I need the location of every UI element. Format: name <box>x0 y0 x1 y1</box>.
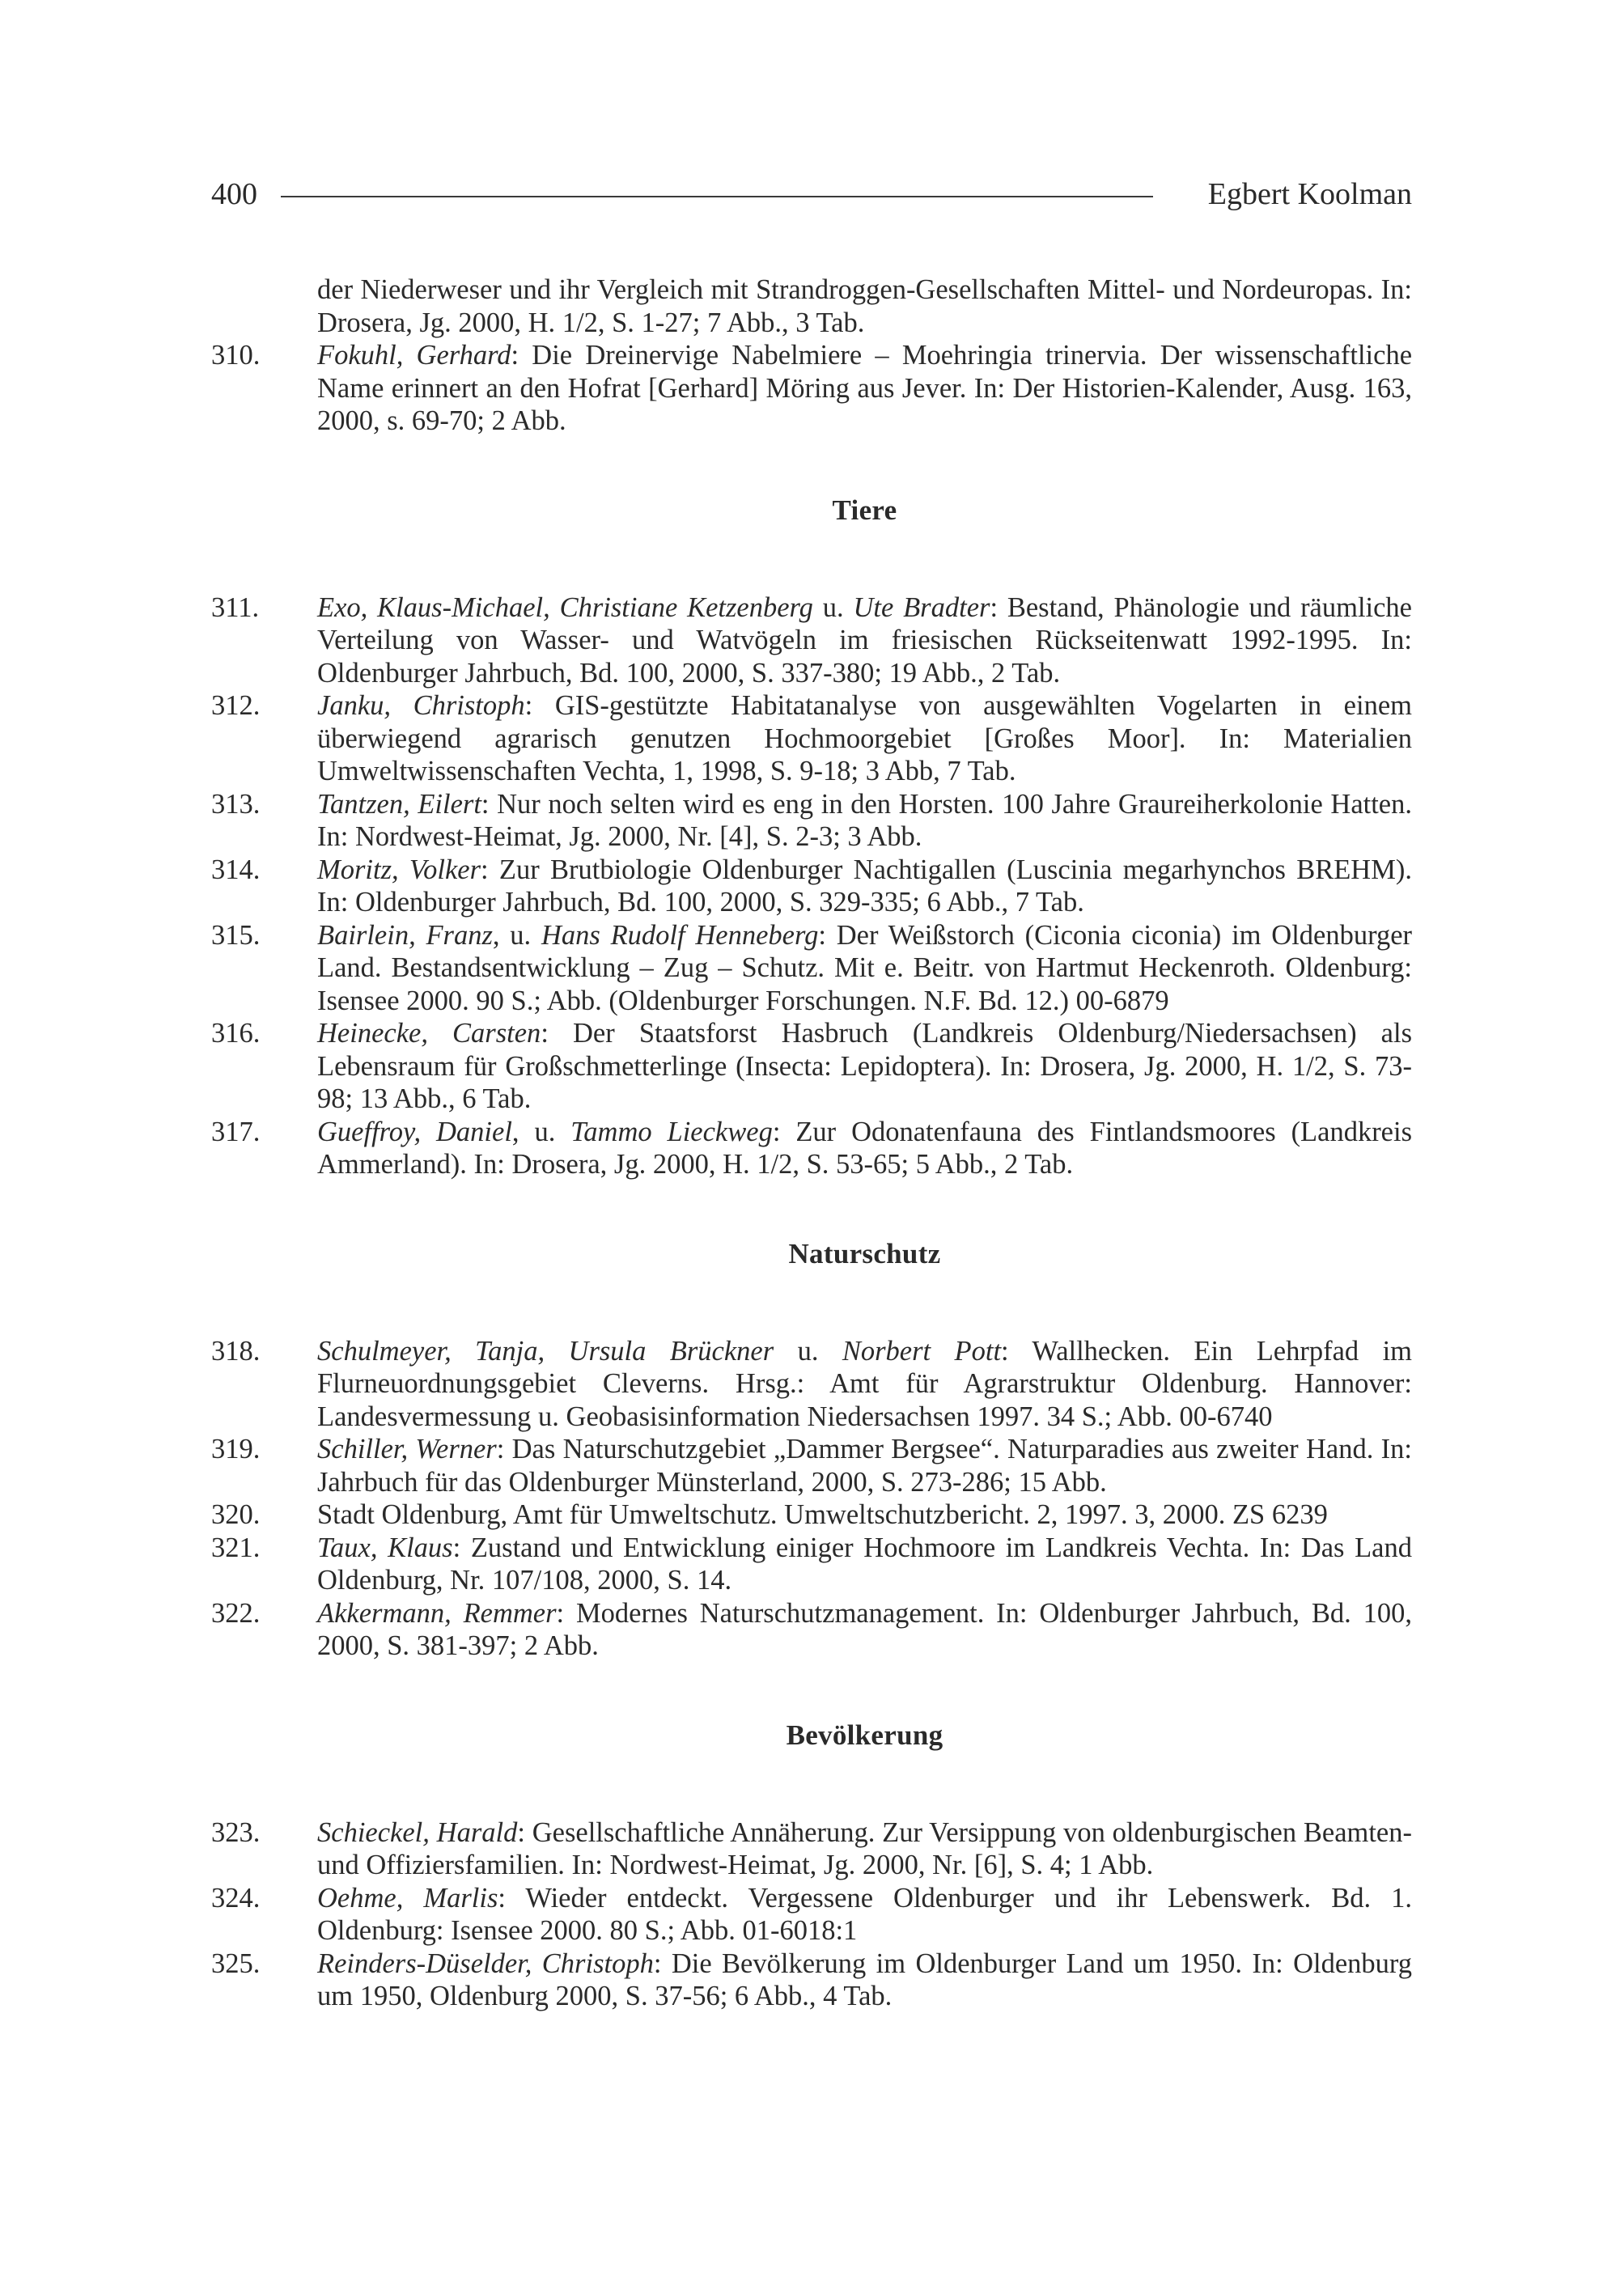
entry-321 <box>211 1532 1412 1597</box>
entry-text: : Die Dreinervige Nabelmiere – Moehringia trinervia. Der wissenschaftliche Name erinnert an den Hofrat [Gerhard] Möring aus Jever. In: Der Historien-Kalender, Ausg. 163, 2000, s. 69-70; 2 Abb. <box>317 340 1413 436</box>
entry-text: : Zustand und Entwicklung einiger Hochmoore im Landkreis Vechta. In: Das Land Oldenburg, Nr. 107/108, 2000, S. 14. <box>317 1532 1412 1596</box>
entry-coauthor: Hans Rudolf Henneberg <box>541 919 819 951</box>
entry-author: Oehme, Marlis <box>317 1882 498 1914</box>
entry-315 <box>211 919 1412 1018</box>
entry-324 <box>211 1882 1412 1948</box>
entry-author: Janku, Christoph <box>317 690 525 721</box>
entry-connector: u. <box>812 591 854 623</box>
entry-number: 324. <box>211 1882 261 1914</box>
entry-number: 321. <box>211 1532 261 1563</box>
entry-320 <box>211 1498 1412 1532</box>
entry-author: Moritz, Volker <box>317 854 481 885</box>
entry-coauthor: Norbert Pott <box>842 1335 1002 1367</box>
entry-author: Taux, Klaus <box>317 1532 453 1563</box>
entry-continuation <box>211 273 1412 339</box>
entry-author: Fokuhl, Gerhard <box>317 340 511 371</box>
section-heading-bevoelkerung: Bevölkerung <box>786 1719 943 1751</box>
entry-text: : Der Weißstorch (Ciconia ciconia) im Oldenburger Land. Bestandsentwicklung – Zug – Schutz. Mit e. Beitr. von Hartmut Heckenroth. Oldenburg: Isensee 2000. 90 S.; Abb. (Oldenburger Forschungen. N.F. Bd. 12.) 00-6879 <box>317 919 1413 1016</box>
entry-text: : Gesellschaftliche Annäherung. Zur Versippung von oldenburgischen Beamten- und Offiziersfamilien. In: Nordwest-Heimat, Jg. 2000, Nr. [6], S. 4; 1 Abb. <box>317 1816 1412 1880</box>
page-number: 400 <box>211 177 257 211</box>
bibliography-body <box>211 273 1412 2013</box>
entry-connector: , u. <box>492 919 541 951</box>
entry-text: : Modernes Naturschutzmanagement. In: Oldenburger Jahrbuch, Bd. 100, 2000, S. 381-397; 2 Abb. <box>317 1597 1412 1661</box>
entry-text: : Wallhecken. Ein Lehrpfad im Flurneuordnungsgebiet Cleverns. Hrsg.: Amt für Agrarstruktur Oldenburg. Hannover: Landesvermessung u. Geobasisinformation Niedersachsen 1997. 34 S.; Abb. 00-6740 <box>317 1335 1412 1432</box>
entry-text: : Nur noch selten wird es eng in den Horsten. 100 Jahre Graureiherkolonie Hatten. In: Nordwest-Heimat, Jg. 2000, Nr. [4], S. 2-3; 3 Abb. <box>317 788 1412 852</box>
entry-311 <box>211 591 1412 690</box>
entry-310 <box>211 339 1412 438</box>
entry-number: 323. <box>211 1816 261 1848</box>
entry-number: 311. <box>211 591 260 623</box>
entry-325 <box>211 1948 1412 2013</box>
entry-number: 315. <box>211 919 261 951</box>
entry-author: Akkermann, Remmer <box>317 1597 557 1629</box>
entry-text: : Wieder entdeckt. Vergessene Oldenburger und ihr Lebenswerk. Bd. 1. Oldenburg: Isensee 2000. 80 S.; Abb. 01-6018:1 <box>317 1882 1413 1946</box>
entry-connector: u. <box>774 1335 842 1367</box>
entry-text: : Zur Brutbiologie Oldenburger Nachtigallen (Luscinia megarhynchos BREHM). In: Oldenburger Jahrbuch, Bd. 100, 2000, S. 329-335; 6 Abb., 7 Tab. <box>317 854 1412 918</box>
entry-text: : Das Naturschutzgebiet „Dammer Bergsee“. Naturparadies aus zweiter Hand. In: Jahrbuch für das Oldenburger Münsterland, 2000, S. 273-286; 15 Abb. <box>317 1434 1412 1498</box>
entry-author: Tantzen, Eilert <box>317 788 481 820</box>
entry-text: : GIS-gestützte Habitatanalyse von ausgewählten Vogelarten in einem überwiegend agrarisch genutzen Hochmoorgebiet [Großes Moor]. In: Materialien Umweltwissenschaften Vechta, 1, 1998, S. 9-18; 3 Abb, 7 Tab. <box>317 690 1412 786</box>
entry-number: 316. <box>211 1018 261 1049</box>
entry-323 <box>211 1816 1412 1882</box>
entry-number: 314. <box>211 854 261 885</box>
entry-author: Gueffroy, Daniel <box>317 1116 512 1147</box>
section-heading-tiere: Tiere <box>832 494 897 526</box>
entry-number: 325. <box>211 1948 261 1979</box>
entry-text: der Niederweser und ihr Vergleich mit Strandroggen-Gesellschaften Mittel- und Nordeuropas. In: Drosera, Jg. 2000, H. 1/2, S. 1-27; 7 Abb., 3 Tab. <box>317 274 1412 338</box>
entry-313 <box>211 788 1412 854</box>
entry-author: Schulmeyer, Tanja, Ursula Brückner <box>317 1335 774 1367</box>
section-heading-naturschutz: Naturschutz <box>788 1237 941 1269</box>
entry-number: 320. <box>211 1499 261 1530</box>
running-head <box>211 172 1412 217</box>
entry-text: : Bestand, Phänologie und räumliche Verteilung von Wasser- und Watvögeln im friesischen Rückseitenwatt 1992-1995. In: Oldenburger Jahrbuch, Bd. 100, 2000, S. 337-380; 19 Abb., 2 Tab. <box>317 591 1412 689</box>
entry-coauthor: Tammo Lieckweg <box>570 1116 773 1147</box>
entry-312 <box>211 689 1412 788</box>
entry-322 <box>211 1597 1412 1663</box>
entry-number: 312. <box>211 690 261 721</box>
entry-number: 313. <box>211 788 261 820</box>
entry-author: Heinecke, Carsten <box>317 1018 541 1049</box>
entry-coauthor: Ute Bradter <box>853 591 990 623</box>
entry-number: 310. <box>211 340 261 371</box>
entry-text: Stadt Oldenburg, Amt für Umweltschutz. Umweltschutzbericht. 2, 1997. 3, 2000. ZS 6239 <box>317 1499 1328 1530</box>
running-head-author: Egbert Koolman <box>1207 177 1412 211</box>
entry-number: 317. <box>211 1116 261 1147</box>
entry-author: Schieckel, Harald <box>317 1816 518 1848</box>
entry-number: 318. <box>211 1335 261 1367</box>
entry-author: Reinders-Düselder, Christoph <box>317 1948 654 1979</box>
entry-319 <box>211 1433 1412 1498</box>
entry-text: : Zur Odonatenfauna des Fintlandsmoores (Landkreis Ammerland). In: Drosera, Jg. 2000, H. 1/2, S. 53-65; 5 Abb., 2 Tab. <box>317 1116 1413 1180</box>
entry-connector: , u. <box>511 1116 571 1147</box>
entry-314 <box>211 854 1412 919</box>
entry-text: : Die Bevölkerung im Oldenburger Land um 1950. In: Oldenburg um 1950, Oldenburg 2000, S. 37-56; 6 Abb., 4 Tab. <box>317 1948 1412 2011</box>
entry-author: Schiller, Werner <box>317 1434 497 1464</box>
entry-316 <box>211 1017 1412 1116</box>
entry-number: 319. <box>211 1434 261 1464</box>
entry-317 <box>211 1116 1412 1181</box>
header-rule <box>281 196 1153 197</box>
entry-318 <box>211 1335 1412 1434</box>
entry-author: Bairlein, Franz <box>317 919 493 951</box>
entry-number: 322. <box>211 1597 261 1629</box>
entry-text: : Der Staatsforst Hasbruch (Landkreis Oldenburg/Niedersachsen) als Lebensraum für Großschmetterlinge (Insecta: Lepidoptera). In: Drosera, Jg. 2000, H. 1/2, S. 73-98; 13 Abb., 6 Tab. <box>317 1018 1413 1114</box>
entry-author: Exo, Klaus-Michael, Christiane Ketzenberg <box>317 591 813 623</box>
